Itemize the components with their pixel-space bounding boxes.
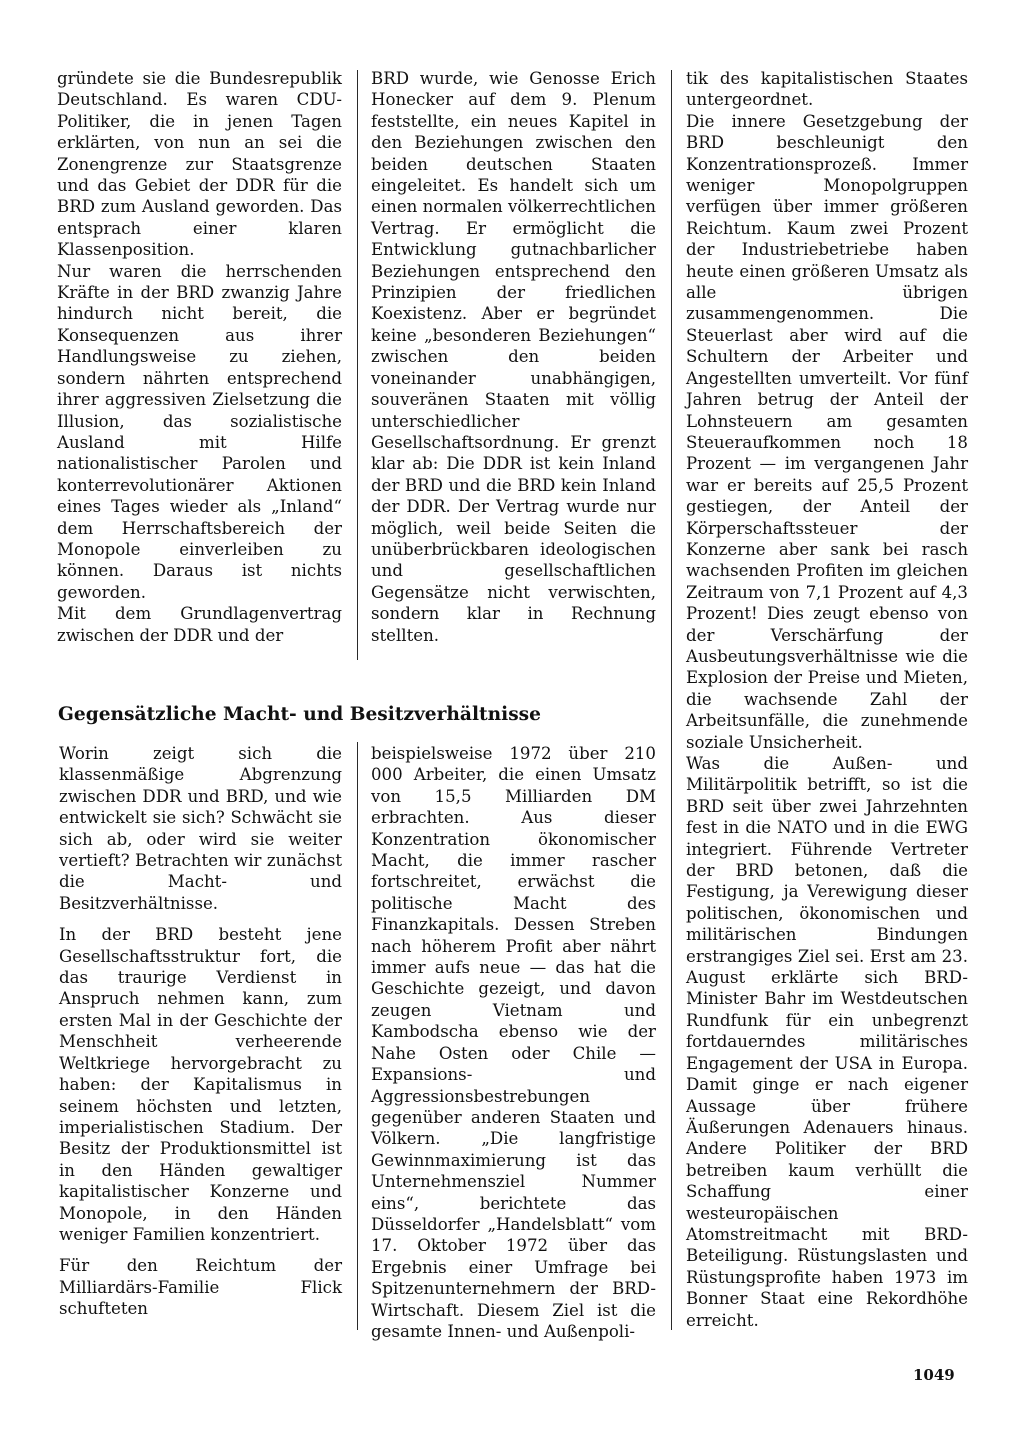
paragraph: Nur waren die herrschenden Kräfte in der BRD zwanzig Jahre hindurch nicht bereit, die Konsequenzen aus ihrer Handlungsweise zu ziehen, sondern nährten entsprechend ihrer aggressiven Zielsetzung die Illusion, das sozialistische Ausland mit Hilfe nationalistischer Parolen und konterrevolutionärer Aktionen eines Tages wieder als „Inland“ dem Herrschaftsbereich der Monopole einverleiben zu können. Daraus ist nichts geworden. — [57, 261, 342, 602]
column-rule — [357, 742, 358, 1330]
paragraph: BRD wurde, wie Genosse Erich Honecker auf dem 9. Plenum feststellte, ein neues Kapitel in den Beziehungen zwischen den beiden deutschen Staaten eingeleitet. Es handelt sich um einen normalen völkerrechtlichen Vertrag. Er ermöglicht die Entwicklung gutnachbarlicher Beziehungen entsprechend den Prinzipien der friedlichen Koexistenz. Aber er begründet keine „besonderen Beziehungen“ zwischen den beiden voneinander unabhängigen, souveränen Staaten mit völlig unterschiedlicher Gesellschaftsordnung. Er grenzt klar ab: Die DDR ist kein Inland der BRD und die BRD kein Inland der DDR. Der Vertrag wurde nur möglich, weil beide Seiten die unüberbrückbaren ideologischen und gesellschaftlichen Gegensätze nicht verwischten, sondern klar in Rechnung stellten. — [371, 69, 656, 645]
text-column-2 — [371, 68, 656, 646]
paragraph: beispielsweise 1972 über 210 000 Arbeiter, die einen Umsatz von 15,5 Milliarden DM erbrachten. Aus dieser Konzentration ökonomischer Macht, die immer rascher fortschreitet, erwächst die politische Macht des Finanzkapitals. Dessen Streben nach höherem Profit aber nährt immer aufs neue — das hat die Geschichte gezeigt, und davon zeugen Vietnam und Kambodscha ebenso wie der Nahe Osten oder Chile — Expansions- und Aggressionsbestrebungen gegenüber anderen Staaten und Völkern. „Die langfristige Gewinnmaximierung ist das Unternehmensziel Nummer eins“, berichtete das Düsseldorfer „Handelsblatt“ vom 17. Oktober 1972 über das Ergebnis einer Umfrage bei Spitzenunternehmern der BRD-Wirtschaft. Diesem Ziel ist die gesamte Innen- und Außenpoli- — [371, 744, 656, 1341]
text-column-5 — [371, 743, 656, 1342]
text-column-3 — [686, 68, 968, 1331]
paragraph: In der BRD besteht jene Gesellschaftsstruktur fort, die das traurige Verdienst in Anspruch nehmen kann, zum ersten Mal in der Geschichte der Menschheit verheerende Weltkriege hervorgebracht zu haben: der Kapitalismus in seinem höchsten und letzten, imperialistischen Stadium. Der Besitz der Produktionsmittel ist in den Händen gewaltiger kapitalistischer Konzerne und Monopole, in den Händen weniger Familien konzentriert. — [59, 925, 342, 1244]
page-number: 1049 — [913, 1366, 955, 1384]
column-rule — [357, 70, 358, 660]
section-heading: Gegensätzliche Macht- und Besitzverhältnisse — [58, 704, 541, 725]
paragraph: Worin zeigt sich die klassenmäßige Abgrenzung zwischen DDR und BRD, und wie entwickelt sie sich? Schwächt sie sich ab, oder wird sie weiter vertieft? Betrachten wir zunächst die Macht- und Besitzverhältnisse. — [59, 744, 342, 913]
text-column-1 — [57, 68, 342, 646]
paragraph: tik des kapitalistischen Staates untergeordnet. — [686, 69, 968, 110]
column-rule — [671, 70, 672, 1330]
paragraph: gründete sie die Bundesrepublik Deutschland. Es waren CDU-Politiker, die in jenen Tagen erklärten, von nun an sei die Zonengrenze zur Staatsgrenze und das Gebiet der DDR für die BRD zum Ausland geworden. Das entsprach einer klaren Klassenposition. — [57, 69, 342, 260]
paragraph: Mit dem Grundlagenvertrag zwischen der DDR und der — [57, 604, 342, 645]
text-column-4 — [59, 743, 342, 1320]
paragraph: Die innere Gesetzgebung der BRD beschleunigt den Konzentrationsprozeß. Immer weniger Monopolgruppen verfügen über immer größeren Reichtum. Kaum zwei Prozent der Industriebetriebe haben heute einen größeren Umsatz als alle übrigen zusammengenommen. Die Steuerlast aber wird auf die Schultern der Arbeiter und Angestellten umverteilt. Vor fünf Jahren betrug der Anteil der Lohnsteuern am gesamten Steueraufkommen noch 18 Prozent — im vergangenen Jahr war er bereits auf 25,5 Prozent gestiegen, der Anteil der Körperschaftssteuer der Konzerne aber sank bei rasch wachsenden Profiten im gleichen Zeitraum von 7,1 Prozent auf 4,3 Prozent! Dies zeugt ebenso von der Verschärfung der Ausbeutungsverhältnisse wie die Explosion der Preise und Mieten, die wachsende Zahl der Arbeitsunfälle, die zunehmende soziale Unsicherheit. — [686, 111, 968, 752]
paragraph: Für den Reichtum der Milliardärs-Familie Flick schufteten — [59, 1256, 342, 1319]
paragraph: Was die Außen- und Militärpolitik betrifft, so ist die BRD seit über zwei Jahrzehnten fest in die NATO und in die EWG integriert. Führende Vertreter der BRD betonen, daß die Festigung, ja Verewigung dieser politischen, ökonomischen und militärischen Bindungen erstrangiges Ziel sei. Erst am 23. August erklärte sich BRD-Minister Bahr im Westdeutschen Rundfunk für ein unbegrenzt fortdauerndes militärisches Engagement der USA in Europa. Damit ginge er nach eigener Aussage über frühere Äußerungen Adenauers hinaus. Andere Politiker der BRD betreiben kaum verhüllt die Schaffung einer westeuropäischen Atomstreitmacht mit BRD-Beteiligung. Rüstungslasten und Rüstungsprofite haben 1973 im Bonner Staat eine Rekordhöhe erreicht. — [686, 754, 968, 1330]
